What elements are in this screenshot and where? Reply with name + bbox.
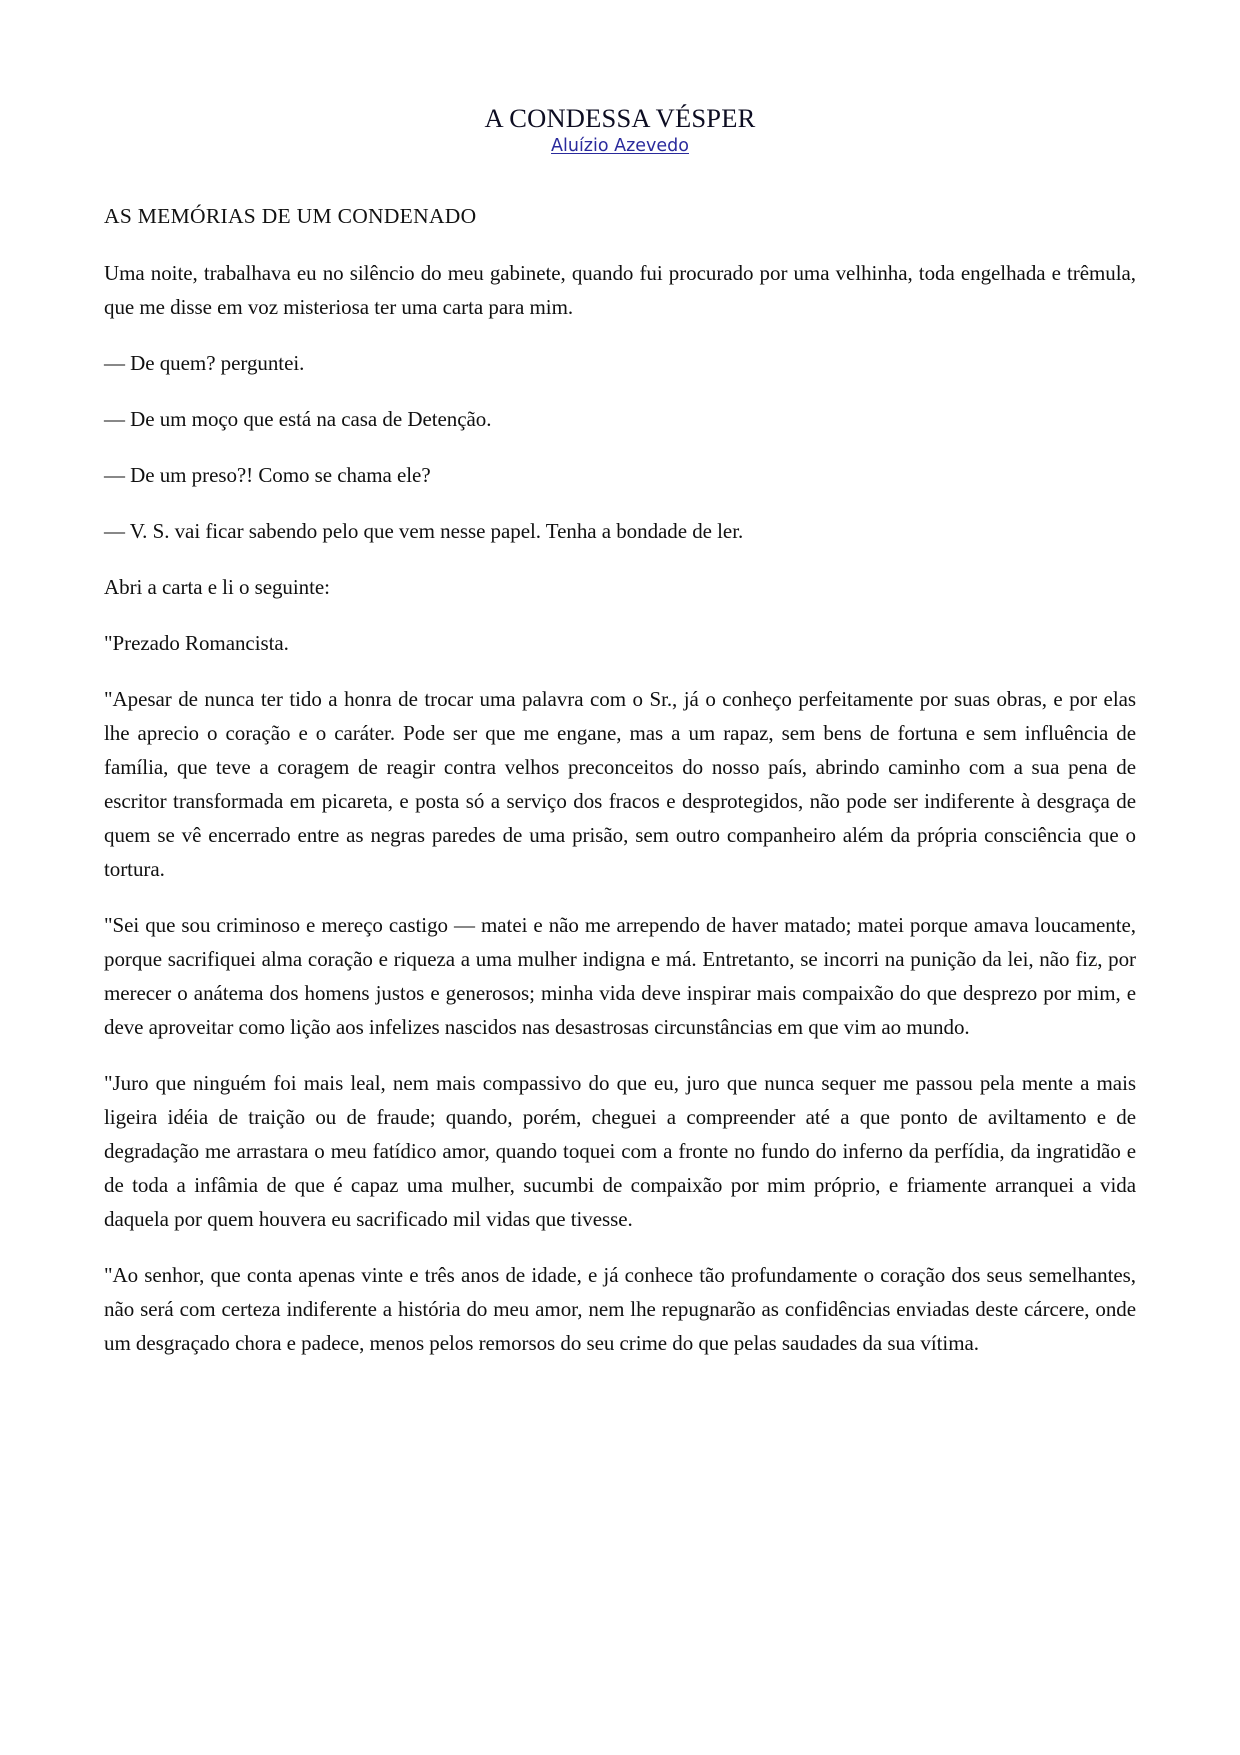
dialogue-line: — De um preso?! Como se chama ele? (104, 462, 431, 487)
paragraph: Uma noite, trabalhava eu no silêncio do meu gabinete, quando fui procurado por uma velhinha, toda engelhada e trêmula, que me disse em voz misteriosa ter uma carta para mim. (104, 260, 1136, 319)
dialogue-line: — V. S. vai ficar sabendo pelo que vem nesse papel. Tenha a bondade de ler. (104, 518, 744, 543)
letter-salutation: "Prezado Romancista. (104, 630, 289, 655)
paragraph: "Juro que ninguém foi mais leal, nem mais compassivo do que eu, juro que nunca sequer me passou pela mente a mais ligeira idéia de traição ou de fraude; quando, porém, cheguei a compreender até a que ponto de aviltamento e de degradação me arrastara o meu fatídico amor, quando toquei com a fronte no fundo do inferno da perfídia, da ingratidão e de toda a infâmia de que é capaz uma mulher, sucumbi de compaixão por mim próprio, e friamente arranquei a vida daquela por quem houvera eu sacrificado mil vidas que tivesse. (104, 1071, 1136, 1232)
author-link[interactable]: Aluízio Azevedo (551, 135, 689, 156)
paragraph: "Apesar de nunca ter tido a honra de trocar uma palavra com o Sr., já o conheço perfeitamente por suas obras, e por elas lhe aprecio o coração e o caráter. Pode ser que me engane, mas a um rapaz, sem bens de fortuna e sem influência de família, que teve a coragem de reagir contra velhos preconceitos do nosso país, abrindo caminho com a sua pena de escritor transformada em picareta, e posta só a serviço dos fracos e desprotegidos, não pode ser indiferente à desgraça de quem se vê encerrado entre as negras paredes de uma prisão, sem outro companheiro além da própria consciência que o tortura. (104, 686, 1136, 882)
body-text (104, 256, 1136, 1360)
dialogue-line: — De um moço que está na casa de Detenção. (104, 406, 492, 431)
dialogue-line: — De quem? perguntei. (104, 350, 305, 375)
section-heading: AS MEMÓRIAS DE UM CONDENADO (104, 204, 477, 229)
paragraph: Abri a carta e li o seguinte: (104, 574, 330, 599)
paragraph: "Ao senhor, que conta apenas vinte e três anos de idade, e já conhece tão profundamente o coração dos seus semelhantes, não será com certeza indiferente a história do meu amor, nem lhe repugnarão as confidências enviadas deste cárcere, onde um desgraçado chora e padece, menos pelos remorsos do seu crime do que pelas saudades da sua vítima. (104, 1263, 1136, 1356)
author-line (104, 136, 1136, 156)
page-title: A CONDESSA VÉSPER (484, 103, 756, 133)
paragraph: "Sei que sou criminoso e mereço castigo — matei e não me arrependo de haver matado; matei porque amava loucamente, porque sacrifiquei alma coração e riqueza a uma mulher indigna e má. Entretanto, se incorri na punição da lei, não fiz, por merecer o anátema dos homens justos e generosos; minha vida deve inspirar mais compaixão do que desprezo por mim, e deve aproveitar como lição aos infelizes nascidos nas desastrosas circunstâncias em que vim ao mundo. (104, 913, 1136, 1040)
